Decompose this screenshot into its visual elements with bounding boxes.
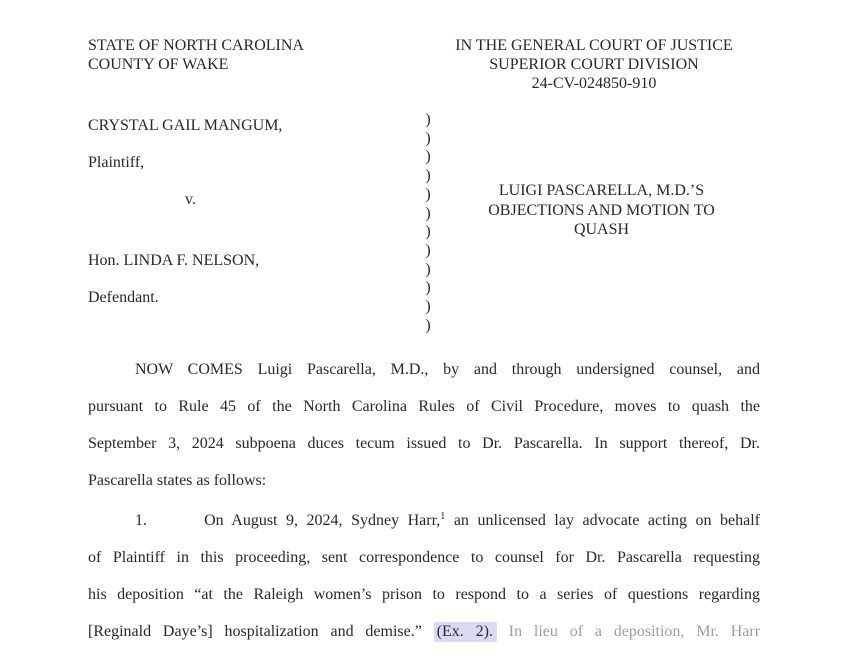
caption-paren: ) — [425, 241, 431, 259]
caption-paren: ) — [425, 185, 431, 203]
court-header-right — [428, 36, 760, 93]
body-line: Pascarella states as follows: — [88, 472, 267, 489]
caption-parties — [88, 109, 413, 339]
caption-paren: ) — [425, 148, 431, 166]
state-line: STATE OF NORTH CAROLINA — [88, 37, 304, 54]
caption-paren: ) — [425, 260, 431, 278]
motion-title-line: LUIGI PASCARELLA, M.D.’S — [498, 182, 705, 199]
exhibit-highlight[interactable]: (Ex. 2). — [434, 622, 497, 642]
body-line: NOW COMES Luigi Pascarella, M.D., by and through undersigned counsel, and — [135, 361, 760, 378]
paragraph-number: 1. — [135, 512, 147, 529]
body-line: his deposition “at the Raleigh women’s prison to respond to a series of questions regarding — [88, 586, 760, 603]
plaintiff-designation: Plaintiff, — [88, 154, 145, 171]
caption-paren: ) — [425, 316, 431, 334]
court-name-line: IN THE GENERAL COURT OF JUSTICE — [455, 37, 733, 54]
caption-paren: ) — [425, 298, 431, 316]
defendant-name: Hon. LINDA F. NELSON, — [88, 252, 260, 269]
body-line — [88, 613, 760, 650]
caption-paren: ) — [425, 111, 431, 128]
intro-paragraph — [88, 351, 760, 499]
document-header — [88, 36, 760, 93]
motion-title-line: QUASH — [573, 221, 630, 238]
caption-paren: ) — [425, 279, 431, 297]
body-text-segment: [Reginald Daye’s] hospitalization and demise.” — [88, 623, 422, 640]
body-text-segment: an unlicensed lay advocate acting on behalf — [453, 512, 761, 529]
footnote-reference: 1 — [440, 511, 446, 522]
body-line: September 3, 2024 subpoena duces tecum issued to Dr. Pascarella. In support thereof, Dr. — [88, 435, 760, 452]
caption-paren: ) — [425, 167, 431, 185]
case-number: 24-CV-024850-910 — [531, 75, 657, 92]
versus: v. — [185, 191, 196, 208]
case-caption — [88, 109, 760, 339]
motion-title — [443, 109, 760, 339]
motion-title-line: OBJECTIONS AND MOTION TO — [488, 201, 715, 219]
defendant-designation: Defendant. — [88, 289, 159, 306]
motion-body — [88, 351, 760, 650]
body-text-segment: On August 9, 2024, Sydney Harr, — [204, 512, 441, 529]
county-line: COUNTY OF WAKE — [88, 56, 229, 73]
court-header-left — [88, 36, 428, 93]
caption-paren: ) — [425, 129, 431, 147]
caption-paren: ) — [425, 204, 431, 222]
caption-paren: ) — [425, 223, 431, 241]
body-line: of Plaintiff in this proceeding, sent correspondence to counsel for Dr. Pascarella requesting — [88, 549, 760, 566]
body-line: pursuant to Rule 45 of the North Carolina Rules of Civil Procedure, moves to quash the — [88, 398, 760, 415]
numbered-paragraph-1 — [88, 502, 760, 650]
plaintiff-name: CRYSTAL GAIL MANGUM, — [88, 117, 283, 134]
faded-text: In lieu of a deposition, Mr. Harr — [508, 623, 761, 640]
division-line: SUPERIOR COURT DIVISION — [489, 56, 699, 73]
caption-paren-column — [413, 109, 443, 339]
body-line — [88, 502, 760, 539]
